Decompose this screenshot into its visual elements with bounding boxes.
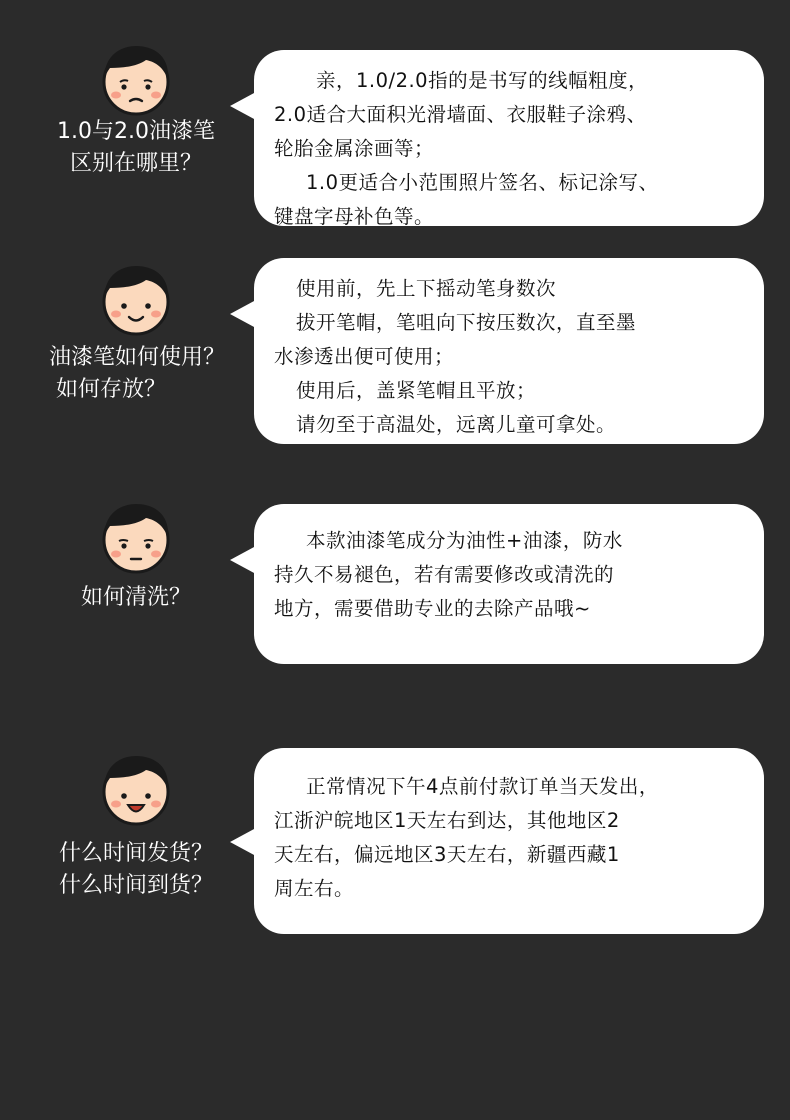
answer-line: 请勿至于高温处，远离儿童可拿处。 xyxy=(296,413,617,436)
smiling-face-icon xyxy=(98,262,174,338)
question-line: 区别在哪里？ xyxy=(69,151,202,176)
bubble-tail xyxy=(230,546,256,574)
answer-line: 本款油漆笔成分为油性+油漆，防水 xyxy=(306,529,623,552)
question-line: 油漆笔如何使用？ xyxy=(48,345,225,370)
answer-line: 键盘字母补色等。 xyxy=(274,205,435,228)
answer-bubble xyxy=(254,258,764,444)
answer-line: 持久不易褪色，若有需要修改或清洗的 xyxy=(274,563,615,586)
question-line: 什么时间到货？ xyxy=(58,873,213,898)
answer-line: 周左右。 xyxy=(274,877,355,900)
answer-bubble xyxy=(254,504,764,664)
faq-question xyxy=(18,838,254,902)
answer-line: 1.0更适合小范围照片签名、标记涂写、 xyxy=(306,171,659,194)
answer-bubble xyxy=(254,748,764,934)
question-line: 什么时间发货？ xyxy=(58,841,213,866)
faq-question xyxy=(20,342,254,406)
worried-face-icon xyxy=(98,42,174,118)
neutral-face-icon xyxy=(98,500,174,576)
answer-line: 使用后，盖紧笔帽且平放； xyxy=(296,379,537,402)
question-line: 如何清洗？ xyxy=(80,585,191,610)
faq-question xyxy=(18,116,254,180)
happy-face-icon xyxy=(98,752,174,828)
answer-line: 地方，需要借助专业的去除产品哦~ xyxy=(274,597,591,620)
answer-line: 江浙沪皖地区1天左右到达，其他地区2 xyxy=(274,809,620,832)
faq-question xyxy=(18,582,254,614)
answer-line: 水渗透出便可使用； xyxy=(274,345,455,368)
answer-line: 亲，1.0/2.0指的是书写的线幅粗度， xyxy=(316,69,649,92)
bubble-tail xyxy=(230,828,256,856)
answer-line: 2.0适合大面积光滑墙面、衣服鞋子涂鸦、 xyxy=(274,103,647,126)
answer-bubble xyxy=(254,50,764,226)
answer-line: 轮胎金属涂画等； xyxy=(274,137,435,160)
question-line: 如何存放？ xyxy=(56,377,167,402)
answer-line: 拔开笔帽，笔咀向下按压数次，直至墨 xyxy=(296,311,637,334)
answer-line: 正常情况下午4点前付款订单当天发出， xyxy=(306,775,659,798)
answer-line: 使用前，先上下摇动笔身数次 xyxy=(296,277,557,300)
question-line: 1.0与2.0油漆笔 xyxy=(57,119,215,144)
answer-line: 天左右，偏远地区3天左右，新疆西藏1 xyxy=(274,843,620,866)
bubble-tail xyxy=(230,300,256,328)
bubble-tail xyxy=(230,92,256,120)
